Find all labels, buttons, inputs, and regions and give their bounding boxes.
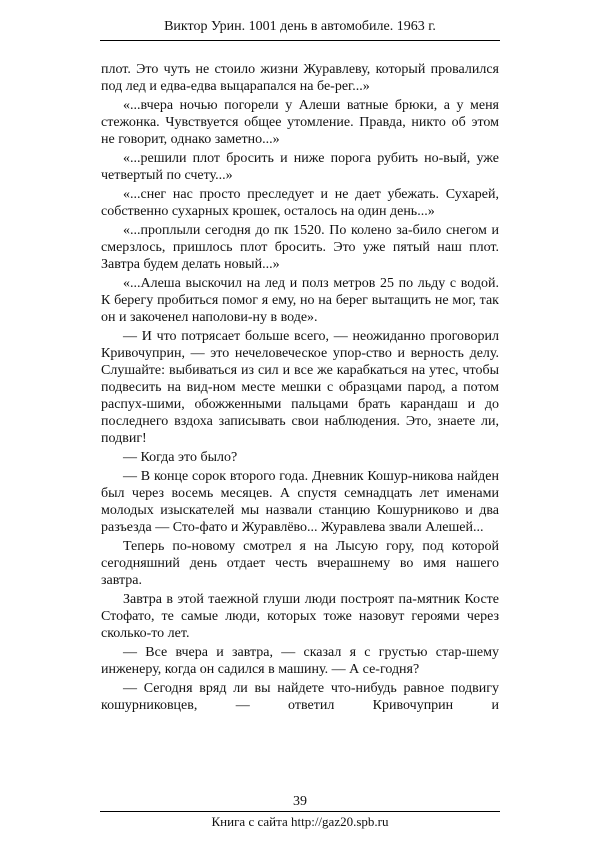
paragraph: «...вчера ночью погорели у Алеши ватные брюки, а у меня стежонка. Чувствуется общее утомление. Правда, никто об этом не говорит, однако заметно...» xyxy=(101,98,499,147)
footer-source: Книга с сайта http://gaz20.spb.ru xyxy=(211,814,389,829)
paragraph: — Сегодня вряд ли вы найдете что-нибудь равное подвигу кошурниковцев, — ответил Кривочуприн и xyxy=(101,681,499,713)
paragraph: «...Алеша выскочил на лед и полз метров 25 по льду с водой. К берегу пробиться помог я ему, но на берег вытащить не мог, так он и закоченел наполови-ну в воде». xyxy=(101,276,499,325)
paragraph: Завтра в этой таежной глуши люди построят па-мятник Косте Стофато, те самые люди, которых тоже назовут героями через сколько-то лет. xyxy=(101,592,499,641)
page-number: 39 xyxy=(293,794,307,809)
running-header: Виктор Урин. 1001 день в автомобиле. 1963 г. xyxy=(164,19,436,34)
paragraph: «...решили плот бросить и ниже порога рубить но-вый, уже четвертый по счету...» xyxy=(101,151,499,183)
paragraph: — В конце сорок второго года. Дневник Кошур-никова найден был через восемь месяцев. А спустя семнадцать лет именами молодых изыскателей мы назвали станцию Кошурниково и два разъезда — Сто-фато и Журавлёво... Журавлева звали Алешей... xyxy=(101,469,499,535)
paragraph: «...проплыли сегодня до пк 1520. По колено за-било снегом и смерзлось, пришлось плот бросить. Это уже пятый наш плот. Завтра будем делать новый...» xyxy=(101,223,499,272)
footer-rule xyxy=(100,811,500,812)
paragraph: — И что потрясает больше всего, — неожиданно проговорил Кривочуприн, — это нечеловеческое упор-ство и верность делу. Слушайте: выбиваться из сил и все же карабкаться на утес, чтобы подвесить на вид-ном месте мешки с образцами парод, а потом распух-шими, обожженными пальцами брать карандаш и до последнего вздоха записывать свои наблюдения. Это, знаете ли, подвиг! xyxy=(101,329,499,446)
paragraph: — Когда это было? xyxy=(123,450,238,465)
header-rule xyxy=(100,40,500,41)
paragraph: Теперь по-новому смотрел я на Лысую гору, под которой сегодняшний день отдает честь вчерашнему во имя нашего завтра. xyxy=(101,539,499,588)
paragraph: плот. Это чуть не стоило жизни Журавлеву, который провалился под лед и едва-едва выцарапался на бе-рег...» xyxy=(101,62,499,94)
paragraph: «...снег нас просто преследует и не дает убежать. Сухарей, собственно сухарных крошек, осталось на один день...» xyxy=(101,187,499,219)
page-body-text xyxy=(101,61,499,716)
paragraph: — Все вчера и завтра, — сказал я с грустью стар-шему инженеру, когда он садился в машину. — А се-годня? xyxy=(101,645,499,677)
